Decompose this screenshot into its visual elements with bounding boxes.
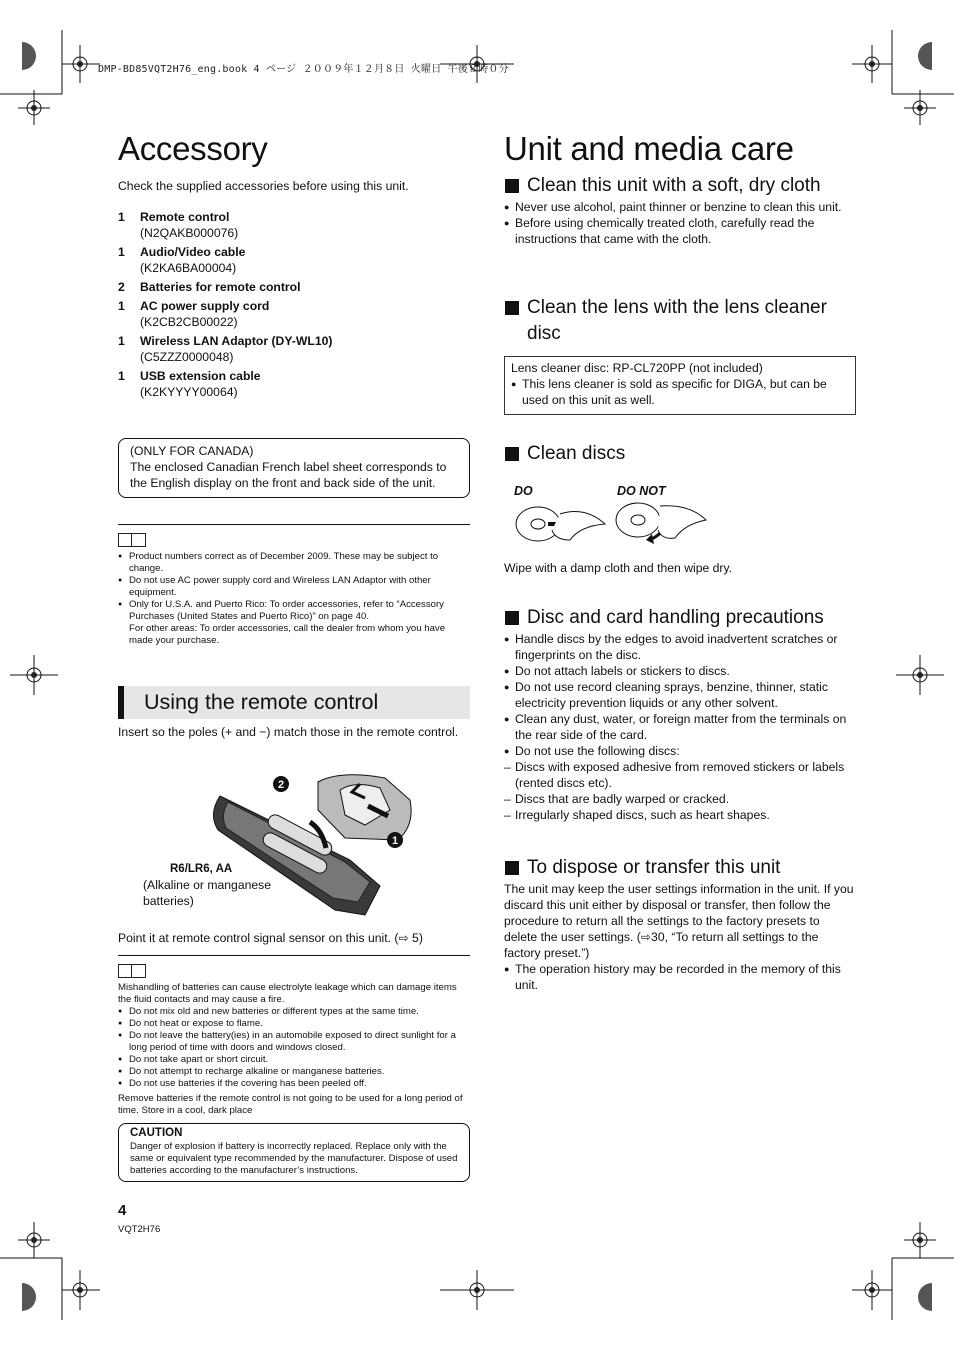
clean-discs-section bbox=[504, 441, 856, 467]
square-bullet-icon bbox=[505, 861, 519, 875]
handling-items bbox=[504, 631, 856, 759]
disc-cleaning-illustration bbox=[510, 500, 720, 550]
accessory-code: (K2KA6BA00004) bbox=[140, 261, 237, 275]
warn-item-text: Do not take apart or short circuit. bbox=[129, 1054, 269, 1065]
accessory-code: (C5ZZZ0000048) bbox=[140, 350, 234, 364]
accessory-note bbox=[118, 623, 470, 647]
clean-unit-item-text: Never use alcohol, paint thinner or benzine to clean this unit. bbox=[515, 200, 842, 214]
clean-unit-item-text: Before using chemically treated cloth, carefully read the instructions that came with the cloth. bbox=[515, 216, 815, 246]
accessory-note-text: Only for U.S.A. and Puerto Rico: To order accessories, refer to “Accessory Purchases (United States and Puerto Rico)” on page 40. bbox=[129, 599, 444, 622]
handling-dash-items bbox=[504, 759, 856, 823]
clean-unit-heading: Clean this unit with a soft, dry cloth bbox=[527, 175, 821, 196]
accessory-list bbox=[118, 209, 470, 400]
clean-discs-heading: Clean discs bbox=[527, 443, 626, 464]
remove-text: Remove batteries if the remote control is not going to be used for a long period of time. Store in a cool, dark place bbox=[118, 1093, 463, 1116]
dash-icon: – bbox=[504, 808, 511, 822]
dispose-section bbox=[504, 855, 856, 993]
warn-intro: Mishandling of batteries can cause electrolyte leakage which can damage items the fluid contacts and may cause a fire. bbox=[118, 982, 457, 1005]
handling-dash-item-text: Discs with exposed adhesive from removed stickers or labels (rented discs etc). bbox=[515, 760, 845, 790]
accessory-qty: 1 bbox=[118, 210, 125, 224]
warn-item-text: Do not mix old and new batteries or different types at the same time. bbox=[129, 1006, 419, 1017]
point-text: Point it at remote control signal sensor on this unit. (⇨ 5) bbox=[118, 931, 423, 945]
bullet-icon: ● bbox=[504, 964, 510, 974]
handling-dash-item bbox=[504, 791, 856, 807]
bullet-icon: ● bbox=[118, 601, 123, 608]
handling-heading: Disc and card handling precautions bbox=[527, 607, 824, 628]
bullet-icon: ● bbox=[504, 714, 510, 724]
warn-item bbox=[118, 1018, 470, 1030]
square-bullet-icon bbox=[505, 447, 519, 461]
accessory-qty: 1 bbox=[118, 334, 125, 348]
bullet-icon: ● bbox=[504, 202, 510, 212]
warn-item-text: Do not use batteries if the covering has been peeled off. bbox=[129, 1078, 367, 1089]
square-bullet-icon bbox=[505, 611, 519, 625]
accessory-name: Batteries for remote control bbox=[140, 280, 301, 294]
clean-unit-item bbox=[504, 199, 856, 215]
battery-label: R6/LR6, AA bbox=[170, 863, 233, 875]
clean-unit-item bbox=[504, 215, 856, 247]
handling-dash-item bbox=[504, 807, 856, 823]
bullet-icon: ● bbox=[118, 553, 123, 560]
square-bullet-icon bbox=[505, 179, 519, 193]
accessory-note-text: Product numbers correct as of December 2009. These may be subject to change. bbox=[129, 551, 439, 574]
lens-box-item: This lens cleaner is sold as specific for DIGA, but can be used on this unit as well. bbox=[522, 377, 827, 407]
accessory-code: (N2QAKB000076) bbox=[140, 226, 239, 240]
warn-item-text: Do not leave the battery(ies) in an automobile exposed to direct sunlight for a long period of time with doors and windows closed. bbox=[129, 1030, 456, 1053]
warn-item bbox=[118, 1054, 470, 1066]
dash-icon: – bbox=[504, 792, 511, 806]
accessory-name: Wireless LAN Adaptor (DY-WL10) bbox=[140, 334, 333, 348]
accessory-title: Accessory bbox=[118, 130, 268, 167]
handling-dash-item-text: Discs that are badly warped or cracked. bbox=[515, 792, 730, 806]
handling-item bbox=[504, 631, 856, 663]
caution-text: Danger of explosion if battery is incorrectly replaced. Replace only with the same or equivalent type recommended by the manufacturer. Dispose of used batteries according to the manufacturer’s instructions. bbox=[130, 1141, 458, 1176]
bullet-icon: ● bbox=[118, 1068, 123, 1075]
clean-lens-heading: Clean the lens with the lens cleaner disc bbox=[527, 297, 827, 344]
battery-warning bbox=[118, 955, 470, 1117]
accessory-name: Audio/Video cable bbox=[140, 245, 246, 259]
bullet-icon: ● bbox=[504, 634, 510, 644]
warn-item-text: Do not attempt to recharge alkaline or manganese batteries. bbox=[129, 1066, 385, 1077]
book-icon bbox=[118, 964, 146, 978]
warn-item bbox=[118, 1006, 470, 1018]
caution-title: CAUTION bbox=[130, 1127, 183, 1139]
square-bullet-icon bbox=[505, 301, 519, 315]
bullet-icon: ● bbox=[511, 379, 517, 389]
page-number: 4 bbox=[118, 1202, 127, 1219]
canada-box-line2: The enclosed Canadian French label sheet corresponds to the English display on the front and back side of the unit. bbox=[130, 460, 447, 490]
handling-item bbox=[504, 679, 856, 711]
footer-code: VQT2H76 bbox=[118, 1224, 161, 1235]
accessory-code: (K2KYYYY00064) bbox=[140, 385, 238, 399]
dash-icon: – bbox=[504, 760, 511, 774]
bullet-icon: ● bbox=[118, 1008, 123, 1015]
accessory-notes bbox=[118, 551, 470, 647]
bullet-icon: ● bbox=[504, 666, 510, 676]
bullet-icon: ● bbox=[504, 682, 510, 692]
warn-item bbox=[118, 1030, 470, 1054]
accessory-qty: 1 bbox=[118, 299, 125, 313]
warn-item-text: Do not heat or expose to flame. bbox=[129, 1018, 263, 1029]
handling-item bbox=[504, 711, 856, 743]
accessory-note-text: For other areas: To order accessories, call the dealer from whom you have made your purchase. bbox=[129, 623, 446, 646]
accessory-note bbox=[118, 575, 470, 599]
care-section bbox=[504, 130, 856, 168]
clean-unit-items bbox=[504, 199, 856, 247]
lens-box bbox=[504, 356, 856, 415]
warn-item bbox=[118, 1066, 470, 1078]
battery-sub: (Alkaline or manganese batteries) bbox=[143, 878, 272, 908]
donot-label: DO NOT bbox=[617, 484, 666, 498]
accessory-item bbox=[118, 368, 470, 400]
caution-box bbox=[118, 1123, 470, 1182]
warn-items bbox=[118, 1006, 470, 1090]
accessory-item bbox=[118, 209, 470, 241]
accessory-intro: Check the supplied accessories before using this unit. bbox=[118, 179, 409, 193]
accessory-item bbox=[118, 279, 470, 295]
handling-item-text: Do not attach labels or stickers to discs. bbox=[515, 664, 730, 678]
accessory-qty: 1 bbox=[118, 245, 125, 259]
accessory-name: USB extension cable bbox=[140, 369, 261, 383]
accessory-section bbox=[118, 130, 470, 403]
accessory-note bbox=[118, 599, 470, 623]
canada-box bbox=[118, 438, 470, 498]
handling-section bbox=[504, 605, 856, 823]
bullet-icon: ● bbox=[118, 1056, 123, 1063]
bullet-icon: ● bbox=[504, 746, 510, 756]
remote-section bbox=[118, 686, 470, 740]
bullet-icon: ● bbox=[118, 1020, 123, 1027]
accessory-qty: 2 bbox=[118, 280, 125, 294]
accessory-item bbox=[118, 244, 470, 276]
print-header: DMP-BD85VQT2H76_eng.book 4 ページ ２００９年１２月８日 火曜日 午後８時０分 bbox=[98, 64, 509, 75]
handling-item-text: Do not use record cleaning sprays, benzine, thinner, static electricity prevention liquids or any other solvent. bbox=[515, 680, 828, 710]
handling-item-text: Handle discs by the edges to avoid inadvertent scratches or fingerprints on the disc. bbox=[515, 632, 838, 662]
dispose-body: The unit may keep the user settings information in the unit. If you discard this unit either by disposal or transfer, then follow the procedure to return all the settings to the factory presets to delete the user settings. (⇨30, “To return all settings to the factory preset.”) bbox=[504, 882, 854, 960]
canada-box-line1: (ONLY FOR CANADA) bbox=[130, 444, 254, 458]
handling-dash-item bbox=[504, 759, 856, 791]
accessory-note-text: Do not use AC power supply cord and Wireless LAN Adaptor with other equipment. bbox=[129, 575, 431, 598]
handling-item bbox=[504, 743, 856, 759]
bullet-icon bbox=[118, 623, 129, 647]
wipe-text: Wipe with a damp cloth and then wipe dry. bbox=[504, 561, 733, 575]
accessory-name: AC power supply cord bbox=[140, 299, 270, 313]
bullet-icon: ● bbox=[118, 1080, 123, 1087]
do-label: DO bbox=[514, 484, 533, 498]
step-1-label: 1 bbox=[391, 835, 399, 847]
accessory-code: (K2CB2CB00022) bbox=[140, 315, 238, 329]
handling-item-text: Clean any dust, water, or foreign matter from the terminals on the rear side of the card. bbox=[515, 712, 847, 742]
handling-item-text: Do not use the following discs: bbox=[515, 744, 680, 758]
remote-title: Using the remote control bbox=[118, 686, 470, 719]
accessory-item bbox=[118, 333, 470, 365]
clean-lens-section bbox=[504, 295, 856, 347]
bullet-icon: ● bbox=[504, 218, 510, 228]
remote-intro: Insert so the poles (+ and −) match those in the remote control. bbox=[118, 725, 459, 739]
book-icon bbox=[118, 533, 146, 547]
accessory-item bbox=[118, 298, 470, 330]
care-title: Unit and media care bbox=[504, 130, 794, 167]
accessory-qty: 1 bbox=[118, 369, 125, 383]
handling-dash-item-text: Irregularly shaped discs, such as heart shapes. bbox=[515, 808, 770, 822]
step-2-label: 2 bbox=[277, 779, 285, 791]
dispose-item: The operation history may be recorded in the memory of this unit. bbox=[515, 962, 841, 992]
accessory-note bbox=[118, 551, 470, 575]
warn-item bbox=[118, 1078, 470, 1090]
dispose-heading: To dispose or transfer this unit bbox=[527, 857, 781, 878]
bullet-icon: ● bbox=[118, 1032, 123, 1039]
accessory-note-rule bbox=[118, 524, 470, 647]
handling-item bbox=[504, 663, 856, 679]
lens-box-line: Lens cleaner disc: RP-CL720PP (not included) bbox=[511, 361, 763, 375]
bullet-icon: ● bbox=[118, 577, 123, 584]
accessory-name: Remote control bbox=[140, 210, 230, 224]
clean-unit-section bbox=[504, 173, 856, 247]
